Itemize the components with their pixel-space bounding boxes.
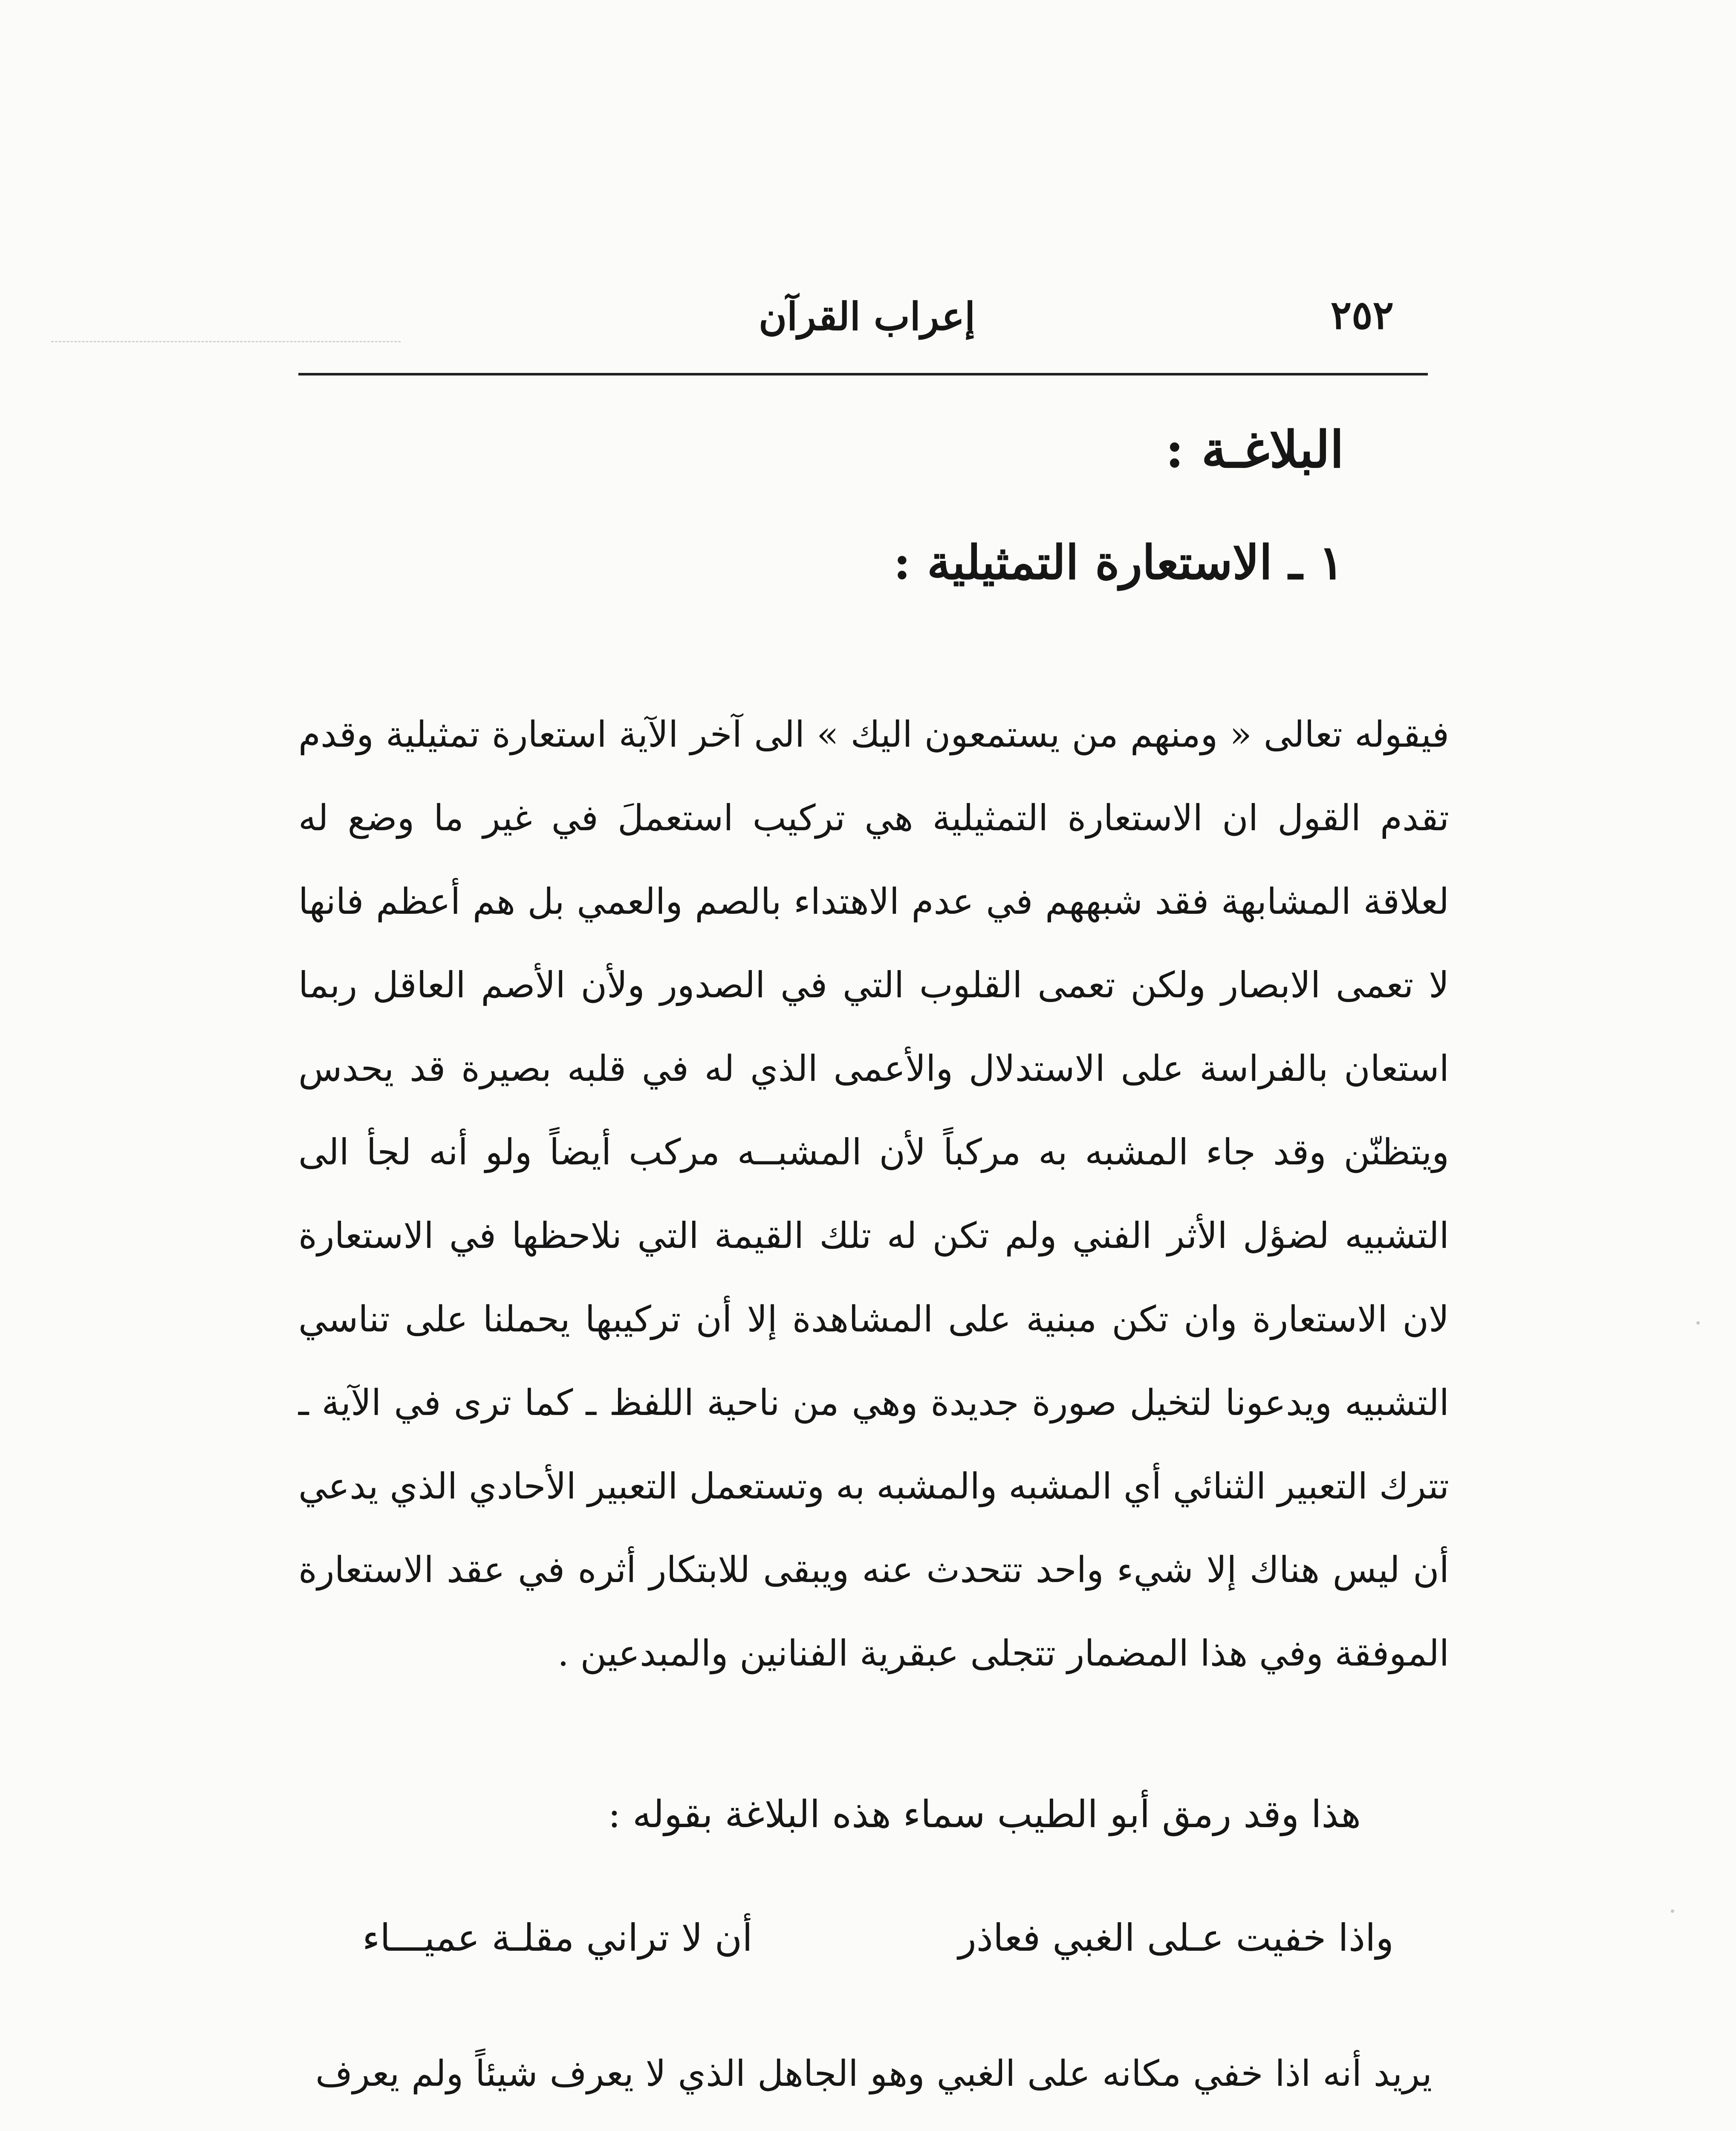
scan-speck — [1696, 1321, 1700, 1325]
verse-first-hemistich: واذا خفيت عـلى الغبي فعاذر — [958, 1916, 1394, 1960]
subsection-title: ١ ـ الاستعارة التمثيلية : — [893, 535, 1344, 590]
main-paragraph — [298, 693, 1449, 1695]
section-title: البلاغـة : — [1165, 420, 1344, 479]
header-rule — [298, 373, 1428, 375]
running-title: إعراب القرآن — [759, 294, 976, 339]
verse-intro-line: هذا وقد رمق أبو الطيب سماء هذه البلاغة بقوله : — [608, 1792, 1361, 1836]
verse-second-hemistich: أن لا تراني مقلـة عميـــاء — [362, 1916, 753, 1960]
page-header — [298, 277, 1428, 384]
paragraph-text: فيقوله تعالى « ومنهم من يستمعون اليك » الى آخر الآية استعارة تمثيلية وقدم تقدم القول ان الاستعارة التمثيلية هي تركيب استعملَ في غير ما وضع له لعلاقة المشابهة فقد شبههم في عدم الاهتداء بالصم والعمي بل هم أعظم فانها لا تعمى الابصار ولكن تعمى القلوب التي في الصدور ولأن الأصم العاقل ربما استعان بالفراسة على الاستدلال والأعمى الذي له في قلبه بصيرة قد يحدس ويتظنّن وقد جاء المشبه به مركباً لأن المشبــه مركب أيضاً ولو أنه لجأ الى التشبيه لضؤل الأثر الفني ولم تكن له تلك القيمة التي نلاحظها في الاستعارة لان الاستعارة وان تكن مبنية على المشاهدة إلا أن تركيبها يحملنا على تناسي التشبيه ويدعونا لتخيل صورة جديدة وهي من ناحية اللفظ ـ كما ترى في الآية ـ تترك التعبير الثنائي أي المشبه والمشبه به وتستعمل التعبير الأحادي الذي يدعي أن ليس هناك إلا شيء واحد تتحدث عنه ويبقى للابتكار أثره في عقد الاستعارة الموفقة وفي هذا المضمار تتجلى عبقرية الفنانين والمبدعين . — [298, 713, 1449, 1674]
page-number: ٢٥٢ — [1330, 292, 1394, 338]
scan-speck — [1671, 1909, 1674, 1913]
verse-explanation: يريد أنه اذا خفي مكانه على الغبي وهو الجاهل الذي لا يعرف شيئاً ولم يعرف — [315, 2053, 1432, 2094]
